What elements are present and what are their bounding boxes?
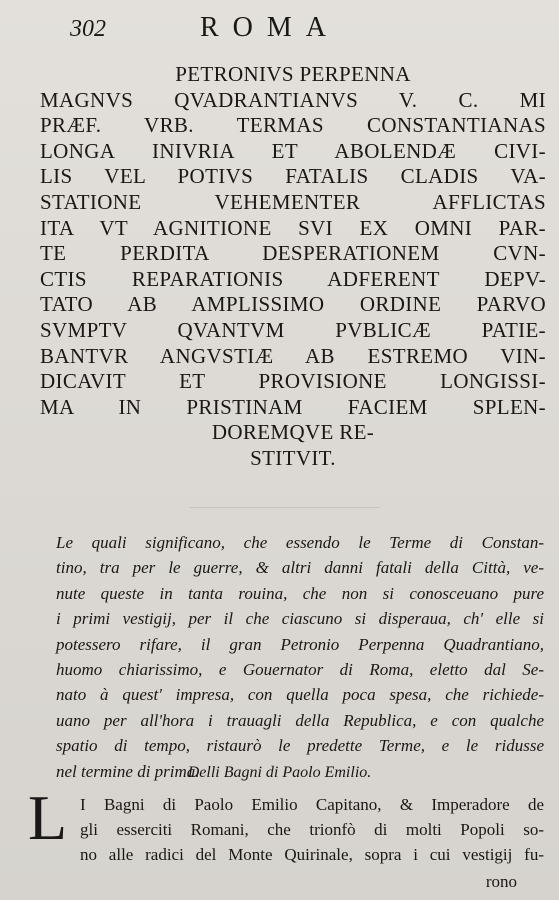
commentary-line: nute queste in tanta rouina, che non si conosceuano pure xyxy=(56,583,544,603)
latin-inscription xyxy=(40,62,546,472)
inscription-line: MA IN PRISTINAM FACIEM SPLEN- xyxy=(40,394,546,419)
italian-commentary xyxy=(56,530,544,784)
commentary-line: potessero rifare, il gran Petronio Perpenna Quadrantiano, xyxy=(56,634,544,654)
inscription-line: ITA VT AGNITIONE SVI EX OMNI PAR- xyxy=(40,215,546,240)
catchword: rono xyxy=(485,872,517,891)
inscription-line: DICAVIT ET PROVISIONE LONGISSI- xyxy=(40,369,546,394)
inscription-line: PRÆF. VRB. TERMAS CONSTANTIANAS xyxy=(40,113,546,138)
inscription-line: MAGNVS QVADRANTIANVS V. C. MI xyxy=(40,87,546,112)
commentary-line: nel termine di prima. xyxy=(56,761,200,781)
drop-cap: L xyxy=(28,782,68,853)
inscription-line: CTIS REPARATIONIS ADFERENT DEPV- xyxy=(40,266,546,291)
inscription-line: TE PERDITA DESPERATIONEM CVN- xyxy=(40,241,546,266)
commentary-line: i primi vestigij, per il che ciascuno si disperaua, ch' elle si xyxy=(56,609,544,629)
inscription-line: BANTVR ANGVSTIÆ AB ESTREMO VIN- xyxy=(40,343,546,368)
commentary-line: uano per all'hora i trauagli della Republica, e con qualche xyxy=(56,710,544,730)
commentary-line: nato à quest' impresa, con quella poca spesa, che richiede- xyxy=(56,685,544,705)
commentary-line: tino, tra per le guerre, & altri danni fatali della Città, ve- xyxy=(56,558,544,578)
divider xyxy=(190,507,380,508)
commentary-line: huomo chiarissimo, e Gouernator di Roma, eletto dal Se- xyxy=(56,659,544,679)
inscription-line: PETRONIVS PERPENNA xyxy=(175,62,411,86)
commentary-line: Le quali significano, che essendo le Terme di Constan- xyxy=(56,533,544,552)
inscription-line: SVMPTV QVANTVM PVBLICÆ PATIE- xyxy=(40,317,546,342)
section-title: Delli Bagni di Paolo Emilio. xyxy=(187,764,372,781)
inscription-line: STITVIT. xyxy=(250,445,336,470)
section-line: no alle radici del Monte Quirinale, sopra i cui vestigij fu- xyxy=(80,845,544,864)
section-body xyxy=(80,792,544,867)
inscription-line: STATIONE VEHEMENTER AFFLICTAS xyxy=(40,189,546,214)
page-number: 302 xyxy=(70,16,106,42)
inscription-line: LIS VEL POTIVS FATALIS CLADIS VA- xyxy=(40,164,546,189)
running-head: ROMA xyxy=(200,12,341,43)
inscription-line: DOREMQVE RE- xyxy=(211,420,375,445)
commentary-line: spatio di tempo, ristaurò le predette Terme, e le ridusse xyxy=(56,736,544,756)
section-line: gli esserciti Romani, che trionfò di molti Popoli so- xyxy=(80,820,544,839)
page-header xyxy=(70,12,519,46)
inscription-line: LONGA INIVRIA ET ABOLENDÆ CIVI- xyxy=(40,138,546,163)
section-line: I Bagni di Paolo Emilio Capitano, & Imperadore de xyxy=(80,795,544,814)
inscription-line: TATO AB AMPLISSIMO ORDINE PARVO xyxy=(40,292,546,317)
